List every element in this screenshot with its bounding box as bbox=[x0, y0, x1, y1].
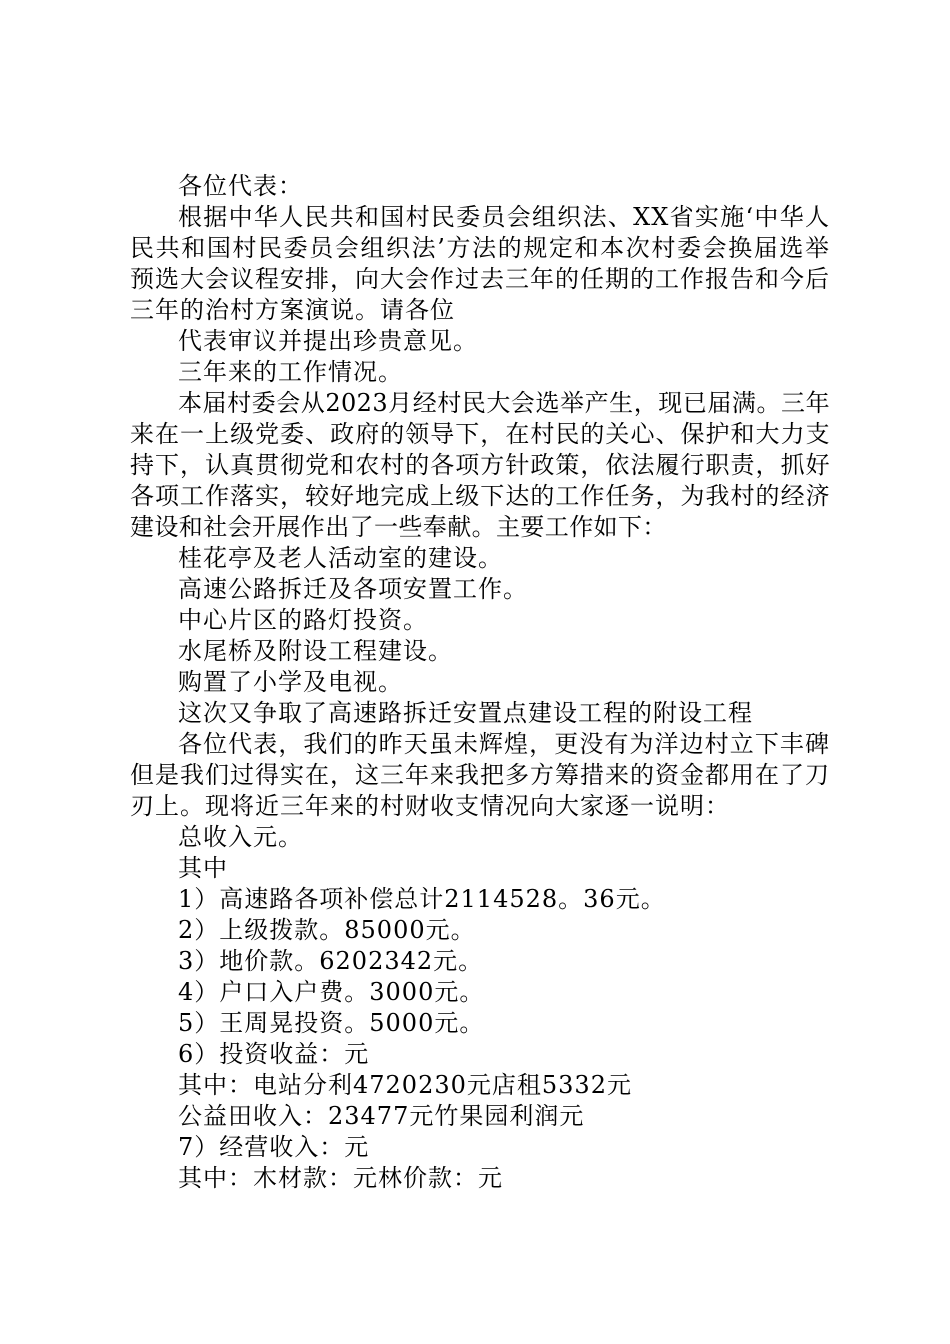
work-item: 水尾桥及附设工程建设。 bbox=[178, 637, 453, 665]
income-item: 7）经营收入：元 bbox=[178, 1133, 370, 1161]
income-item: 4）户口入户费。3000元。 bbox=[178, 978, 485, 1006]
review-request: 代表审议并提出珍贵意见。 bbox=[178, 327, 478, 355]
income-item: 1）高速路各项补偿总计2114528。36元。 bbox=[178, 885, 666, 913]
income-item: 5）王周晃投资。5000元。 bbox=[178, 1009, 485, 1037]
total-income: 总收入元。 bbox=[178, 823, 303, 851]
document-body bbox=[130, 171, 830, 1194]
work-item: 中心片区的路灯投资。 bbox=[178, 606, 428, 634]
work-item: 这次又争取了高速路拆迁安置点建设工程的附设工程 bbox=[178, 699, 753, 727]
opening-paragraph: 根据中华人民共和国村民委员会组织法、XX省实施‘中华人民共和国村民委员会组织法’方法的规定和本次村委会换届选举预选大会议程安排，向大会作过去三年的任期的工作报告和今后三年的治村方案演说。请各位 bbox=[130, 203, 830, 324]
work-item: 桂花亭及老人活动室的建设。 bbox=[178, 544, 503, 572]
income-subitem: 其中：电站分利4720230元店租5332元 bbox=[178, 1071, 632, 1099]
section-heading-work: 三年来的工作情况。 bbox=[178, 358, 403, 386]
work-summary-paragraph: 本届村委会从2023月经村民大会选举产生，现已届满。三年来在一上级党委、政府的领导下，在村民的关心、保护和大力支持下，认真贯彻党和农村的各项方针政策，依法履行职责，抓好各项工作落实，较好地完成上级下达的工作任务，为我村的经济建设和社会开展作出了一些奉献。主要工作如下： bbox=[130, 389, 830, 541]
finance-intro-paragraph: 各位代表，我们的昨天虽未辉煌，更没有为洋边村立下丰碑但是我们过得实在，这三年来我把多方筹措来的资金都用在了刀刃上。现将近三年来的村财收支情况向大家逐一说明： bbox=[130, 730, 830, 820]
income-subitem: 公益田收入：23477元竹果园利润元 bbox=[178, 1102, 585, 1130]
income-subitem: 其中：木材款：元林价款：元 bbox=[178, 1164, 503, 1192]
work-item: 高速公路拆迁及各项安置工作。 bbox=[178, 575, 528, 603]
income-item: 3）地价款。6202342元。 bbox=[178, 947, 484, 975]
income-item: 2）上级拨款。85000元。 bbox=[178, 916, 476, 944]
income-breakdown-label: 其中 bbox=[178, 854, 228, 882]
salutation: 各位代表： bbox=[178, 172, 303, 200]
income-item: 6）投资收益：元 bbox=[178, 1040, 370, 1068]
work-item: 购置了小学及电视。 bbox=[178, 668, 403, 696]
